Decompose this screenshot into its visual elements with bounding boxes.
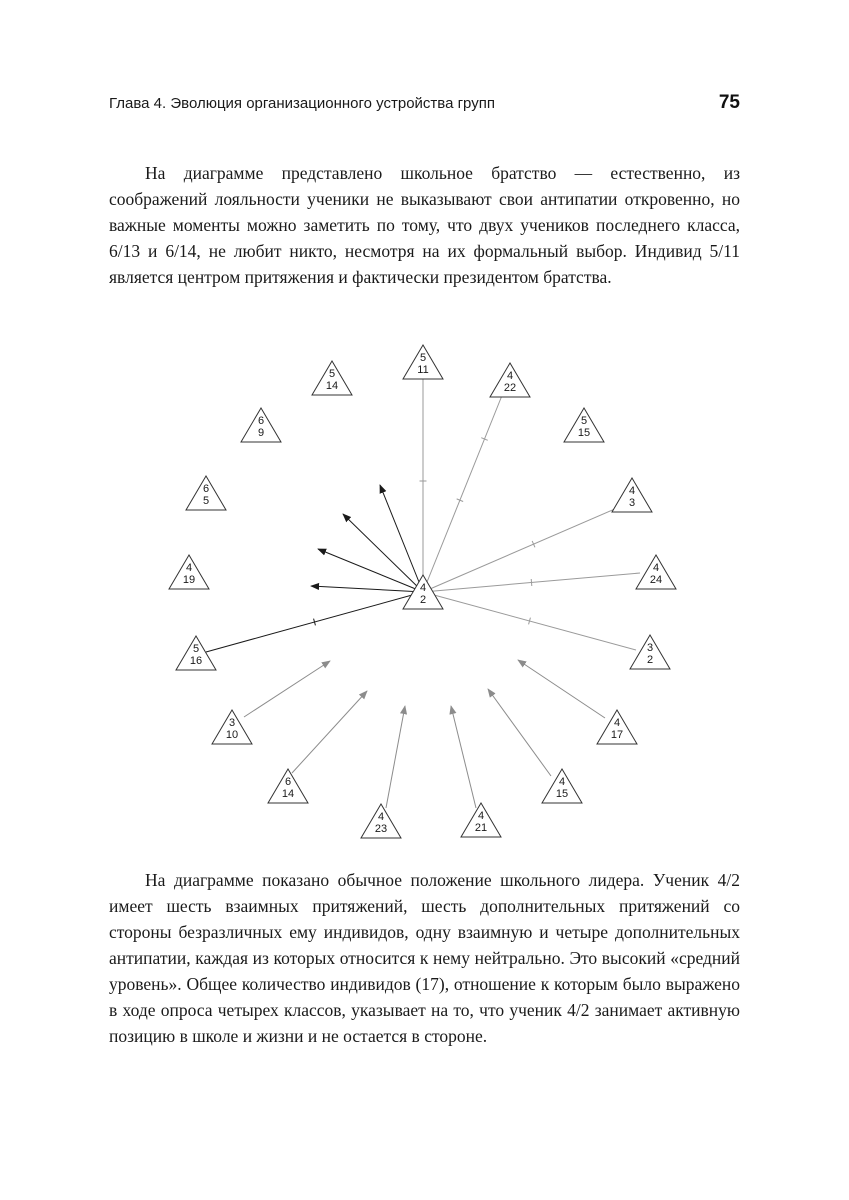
node-student-number: 10: [225, 729, 239, 741]
node-class-number: 4: [628, 485, 636, 497]
incoming-attraction-arrow: [292, 691, 367, 773]
node-student-number: 15: [555, 788, 569, 800]
student-node-6-9: [241, 408, 281, 442]
node-student-number: 16: [189, 655, 203, 667]
node-student-number: 21: [474, 822, 488, 834]
node-student-number: 19: [182, 574, 196, 586]
node-student-number: 15: [577, 427, 591, 439]
incoming-attraction-arrow: [518, 660, 605, 718]
node-class-number: 4: [185, 562, 193, 574]
node-student-number: 2: [419, 594, 427, 606]
intro-paragraph: На диаграмме представлено школьное братство — естественно, из соображений лояльности ученики не выказывают свои антипатии откровенно, но важные моменты можно заметить по тому, что двух учеников последнего класса, 6/13 и 6/14, не любит никто, несмотря на их формальный выбор. Индивид 5/11 является центром притяжения и фактически президентом братства.: [109, 163, 740, 287]
node-student-number: 9: [257, 427, 265, 439]
student-node-4-3: [612, 478, 652, 512]
explanation-paragraph: На диаграмме показано обычное положение школьного лидера. Ученик 4/2 имеет шесть взаимных притяжений, шесть дополнительных притяжений со стороны безразличных ему индивидов, одну взаимную и четыре дополнительных антипатии, каждая из которых относится к нему нейтрально. Это высокий «средний уровень». Общее количество индивидов (17), отношение к которым было выражено в ходе опроса четырех классов, указывает на то, что ученик 4/2 занимает активную позицию в школе и жизни и не остается в стороне.: [109, 870, 740, 1046]
student-node-3-2: [630, 635, 670, 669]
incoming-attraction-arrow: [451, 706, 476, 808]
student-node-4-22: [490, 363, 530, 397]
student-node-4-23: [361, 804, 401, 838]
node-class-number: 4: [613, 717, 621, 729]
antipathy-arrow: [343, 514, 423, 592]
antipathy-arrow: [380, 485, 423, 592]
node-class-number: 6: [257, 415, 265, 427]
node-student-number: 14: [325, 380, 339, 392]
node-class-number: 6: [284, 776, 292, 788]
node-class-number: 4: [652, 562, 660, 574]
node-class-number: 6: [202, 483, 210, 495]
student-node-5-11: [403, 345, 443, 379]
node-student-number: 2: [646, 654, 654, 666]
node-class-number: 4: [477, 810, 485, 822]
student-node-6-14: [268, 769, 308, 803]
node-class-number: 3: [228, 717, 236, 729]
student-node-4-15: [542, 769, 582, 803]
chapter-header: Глава 4. Эволюция организационного устройства групп: [109, 95, 495, 112]
node-student-number: 11: [417, 364, 429, 376]
incoming-attraction-arrow: [488, 689, 551, 776]
student-node-4-17: [597, 710, 637, 744]
node-class-number: 5: [192, 643, 200, 655]
node-class-number: 5: [328, 368, 336, 380]
node-student-number: 24: [649, 574, 663, 586]
node-class-number: 4: [558, 776, 566, 788]
antipathy-arrow: [311, 586, 423, 592]
node-class-number: 5: [580, 415, 588, 427]
incoming-attraction-arrow: [244, 661, 330, 717]
student-node-5-14: [312, 361, 352, 395]
node-student-number: 3: [628, 497, 636, 509]
student-node-5-15: [564, 408, 604, 442]
antipathy-arrow: [318, 549, 423, 592]
sociogram-diagram: [0, 330, 849, 845]
page-number: 75: [718, 92, 740, 113]
center-node-leader: [403, 575, 443, 609]
incoming-attraction-arrow: [386, 706, 405, 808]
student-node-3-10: [212, 710, 252, 744]
node-student-number: 14: [281, 788, 295, 800]
student-node-4-24: [636, 555, 676, 589]
node-student-number: 23: [374, 823, 388, 835]
node-student-number: 22: [503, 382, 517, 394]
node-class-number: 5: [419, 352, 427, 364]
node-class-number: 4: [506, 370, 514, 382]
student-node-4-21: [461, 803, 501, 837]
node-student-number: 17: [610, 729, 624, 741]
student-node-4-19: [169, 555, 209, 589]
node-student-number: 5: [202, 495, 210, 507]
student-node-5-16: [176, 636, 216, 670]
node-class-number: 4: [377, 811, 385, 823]
node-class-number: 4: [419, 582, 427, 594]
edge-tick: [531, 579, 532, 586]
node-class-number: 3: [646, 642, 654, 654]
student-node-6-5: [186, 476, 226, 510]
